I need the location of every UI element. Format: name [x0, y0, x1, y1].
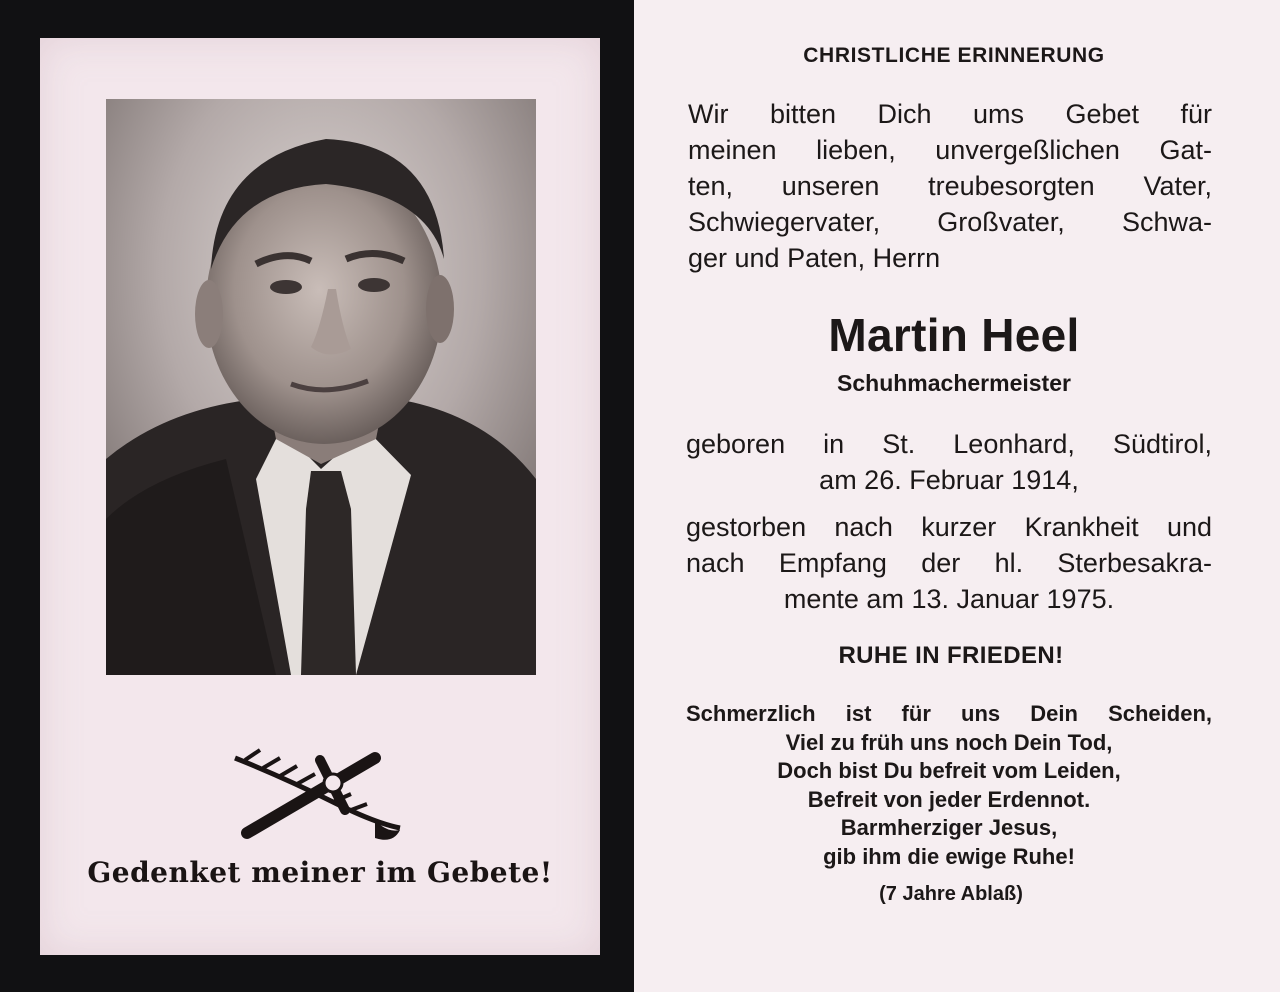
card-heading: CHRISTLICHE ERINNERUNG — [803, 44, 1105, 67]
death-line: nach Empfang der hl. Sterbesakra- — [686, 548, 1212, 578]
left-card — [40, 38, 600, 955]
indulgence-note: (7 Jahre Ablaß) — [879, 883, 1023, 905]
verse-line: Schmerzlich ist für uns Dein Scheiden, — [686, 701, 1212, 726]
birth-line: geboren in St. Leonhard, Südtirol, — [686, 429, 1212, 459]
cross-and-palm-icon — [225, 738, 415, 848]
death-line: gestorben nach kurzer Krankheit und — [686, 512, 1212, 542]
rest-in-peace: RUHE IN FRIEDEN! — [838, 642, 1064, 669]
deceased-name: Martin Heel — [828, 309, 1080, 361]
deceased-occupation: Schuhmachermeister — [837, 370, 1071, 396]
verse-line: gib ihm die ewige Ruhe! — [823, 843, 1075, 869]
intro-line: ten, unseren treubesorgten Vater, — [688, 171, 1212, 201]
verse-line: Befreit von jeder Erdennot. — [807, 786, 1091, 812]
intro-line: Wir bitten Dich ums Gebet für — [688, 99, 1212, 129]
intro-paragraph — [688, 96, 1212, 276]
left-card-border — [0, 0, 634, 992]
birth-info — [686, 426, 1212, 498]
death-info — [686, 509, 1212, 617]
intro-line: Schwiegervater, Großvater, Schwa- — [688, 207, 1212, 237]
prayer-motto: Gedenket meiner im Gebete! — [87, 856, 553, 889]
verse-line: Barmherziger Jesus, — [840, 815, 1058, 840]
verse-line: Viel zu früh uns noch Dein Tod, — [785, 729, 1113, 755]
memorial-verse — [686, 700, 1212, 871]
right-card — [634, 0, 1280, 992]
death-line: mente am 13. Januar 1975. — [783, 584, 1115, 614]
portrait-photo — [106, 99, 536, 675]
intro-line: ger und Paten, Herrn — [688, 243, 941, 273]
birth-line: am 26. Februar 1914, — [819, 465, 1079, 495]
verse-line: Doch bist Du befreit vom Leiden, — [777, 758, 1121, 783]
intro-line: meinen lieben, unvergeßlichen Gat- — [688, 135, 1212, 165]
